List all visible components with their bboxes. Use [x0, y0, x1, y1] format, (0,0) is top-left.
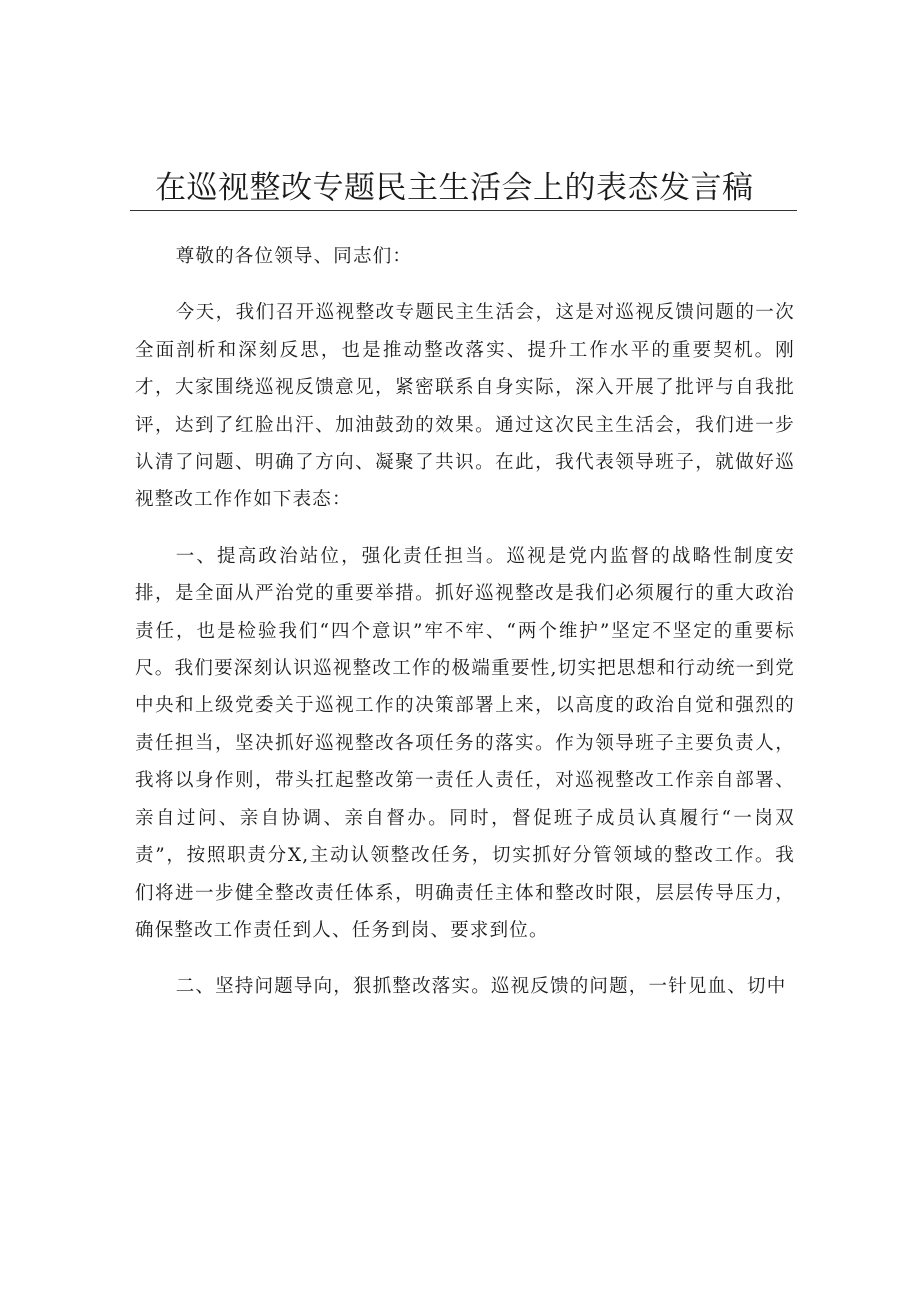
salutation: 尊敬的各位领导、同志们： — [175, 246, 413, 267]
document-body — [135, 238, 795, 1025]
title-underline — [130, 210, 797, 211]
paragraph-section-2: 二、坚持问题导向，狠抓整改落实。巡视反馈的问题，一针见血、切中 — [175, 976, 787, 998]
document-title: 在巡视整改专题民主生活会上的表态发言稿 — [155, 170, 754, 206]
paragraph-intro: 今天，我们召开巡视整改专题民主生活会，这是对巡视反馈问题的一次全面剖析和深刻反思，也是推动整改落实、提升工作水平的重要契机。刚才，大家围绕巡视反馈意见，紧密联系自身实际，深入开展了批评与自我批评，达到了红脸出汗、加油鼓劲的效果。通过这次民主生活会，我们进一步认清了问题、明确了方向、凝聚了共识。在此，我代表领导班子，就做好巡视整改工作作如下表态： — [135, 302, 795, 511]
paragraph-section-1: 一、提高政治站位，强化责任担当。巡视是党内监督的战略性制度安排，是全面从严治党的重要举措。抓好巡视整改是我们必须履行的重大政治责任，也是检验我们“四个意识”牢不牢、“两个维护”坚定不坚定的重要标尺。我们要深刻认识巡视整改工作的极端重要性,切实把思想和行动统一到党中央和上级党委关于巡视工作的决策部署上来，以高度的政治自觉和强烈的责任担当，坚决抓好巡视整改各项任务的落实。作为领导班子主要负责人，我将以身作则，带头扛起整改第一责任人责任，对巡视整改工作亲自部署、亲自过问、亲自协调、亲自督办。同时，督促班子成员认真履行“一岗双责”，按照职责分X,主动认领整改任务，切实抓好分管领域的整改工作。我们将进一步健全整改责任体系，明确责任主体和整改时限，层层传导压力，确保整改工作责任到人、任务到岗、要求到位。 — [135, 545, 795, 941]
